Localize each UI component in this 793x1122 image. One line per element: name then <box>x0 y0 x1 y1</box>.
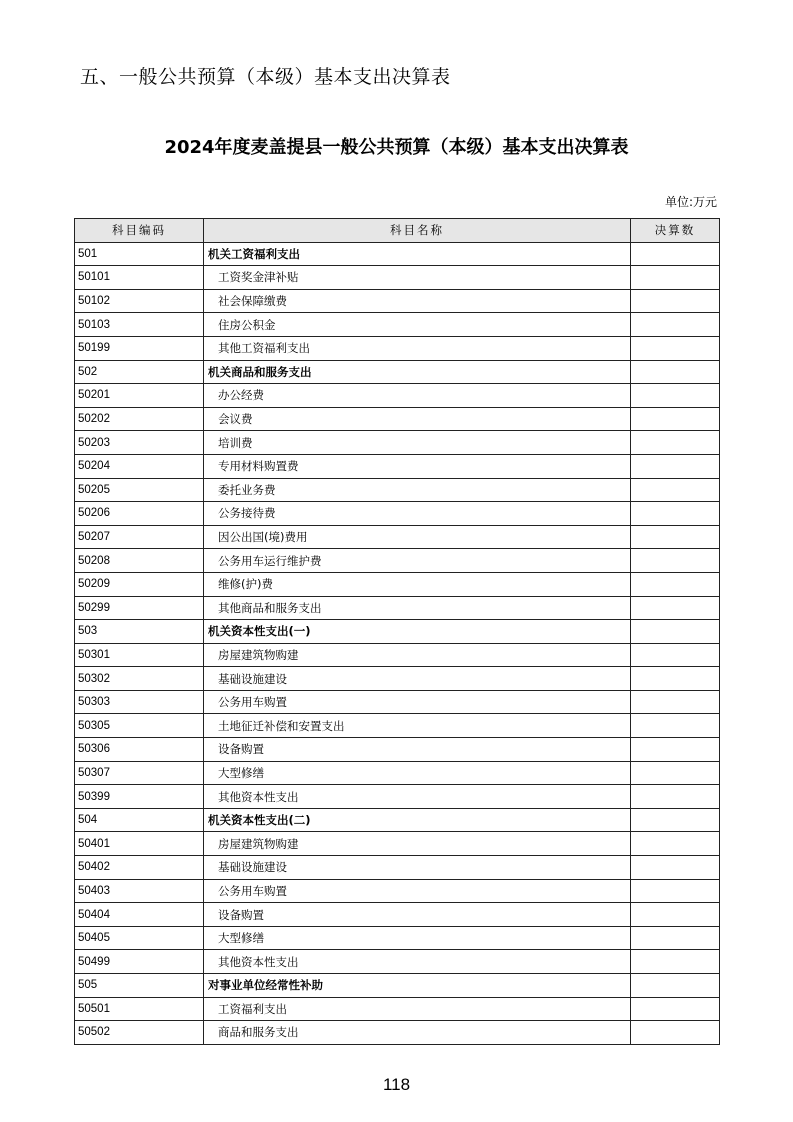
amount-cell <box>631 596 720 620</box>
table-row <box>75 643 720 667</box>
table-body <box>75 242 720 1044</box>
subject-code-cell: 50499 <box>75 950 204 974</box>
section-heading: 五、一般公共预算（本级）基本支出决算表 <box>80 66 451 88</box>
amount-cell <box>631 431 720 455</box>
subject-name-cell: 因公出国(境)费用 <box>204 525 631 549</box>
table-row <box>75 761 720 785</box>
subject-name-cell: 公务用车购置 <box>204 879 631 903</box>
table-row <box>75 525 720 549</box>
table-row <box>75 313 720 337</box>
table-row <box>75 926 720 950</box>
amount-cell <box>631 738 720 762</box>
amount-cell <box>631 242 720 266</box>
amount-cell <box>631 832 720 856</box>
subject-code-cell: 501 <box>75 242 204 266</box>
subject-code-cell: 50303 <box>75 690 204 714</box>
table-row <box>75 950 720 974</box>
subject-name-cell: 住房公积金 <box>204 313 631 337</box>
subject-name-cell: 土地征迁补偿和安置支出 <box>204 714 631 738</box>
amount-cell <box>631 502 720 526</box>
subject-code-cell: 50307 <box>75 761 204 785</box>
table-row <box>75 572 720 596</box>
subject-name-cell: 机关资本性支出(一) <box>204 620 631 644</box>
amount-cell <box>631 478 720 502</box>
table-row <box>75 1021 720 1045</box>
subject-name-cell: 基础设施建设 <box>204 856 631 880</box>
amount-cell <box>631 384 720 408</box>
subject-code-cell: 50402 <box>75 856 204 880</box>
amount-cell <box>631 808 720 832</box>
amount-cell <box>631 549 720 573</box>
subject-name-cell: 其他资本性支出 <box>204 785 631 809</box>
subject-name-cell: 会议费 <box>204 407 631 431</box>
subject-code-cell: 50302 <box>75 667 204 691</box>
subject-code-cell: 50405 <box>75 926 204 950</box>
subject-name-cell: 专用材料购置费 <box>204 454 631 478</box>
amount-cell <box>631 1021 720 1045</box>
table-row <box>75 242 720 266</box>
amount-cell <box>631 997 720 1021</box>
table-row <box>75 832 720 856</box>
subject-code-cell: 50206 <box>75 502 204 526</box>
subject-name-cell: 商品和服务支出 <box>204 1021 631 1045</box>
amount-cell <box>631 903 720 927</box>
subject-name-cell: 机关商品和服务支出 <box>204 360 631 384</box>
table-row <box>75 289 720 313</box>
subject-name-cell: 设备购置 <box>204 738 631 762</box>
table-row <box>75 714 720 738</box>
column-header-amount: 决算数 <box>631 219 720 243</box>
subject-name-cell: 维修(护)费 <box>204 572 631 596</box>
expenditure-table <box>74 218 720 1045</box>
amount-cell <box>631 407 720 431</box>
amount-cell <box>631 266 720 290</box>
subject-code-cell: 503 <box>75 620 204 644</box>
table-row <box>75 431 720 455</box>
subject-code-cell: 50301 <box>75 643 204 667</box>
table-row <box>75 856 720 880</box>
table-row <box>75 879 720 903</box>
subject-name-cell: 大型修缮 <box>204 761 631 785</box>
amount-cell <box>631 667 720 691</box>
table-row <box>75 549 720 573</box>
table-row <box>75 266 720 290</box>
table-row <box>75 690 720 714</box>
subject-code-cell: 50401 <box>75 832 204 856</box>
subject-code-cell: 502 <box>75 360 204 384</box>
amount-cell <box>631 690 720 714</box>
table-row <box>75 502 720 526</box>
table-row <box>75 903 720 927</box>
subject-name-cell: 机关资本性支出(二) <box>204 808 631 832</box>
table-row <box>75 620 720 644</box>
amount-cell <box>631 289 720 313</box>
subject-code-cell: 50403 <box>75 879 204 903</box>
subject-code-cell: 50201 <box>75 384 204 408</box>
page-title: 2024年度麦盖提县一般公共预算（本级）基本支出决算表 <box>164 137 629 158</box>
table-row <box>75 360 720 384</box>
amount-cell <box>631 572 720 596</box>
subject-code-cell: 50103 <box>75 313 204 337</box>
amount-cell <box>631 974 720 998</box>
subject-code-cell: 50305 <box>75 714 204 738</box>
table-row <box>75 785 720 809</box>
amount-cell <box>631 950 720 974</box>
subject-name-cell: 设备购置 <box>204 903 631 927</box>
subject-code-cell: 50205 <box>75 478 204 502</box>
table-row <box>75 454 720 478</box>
subject-name-cell: 机关工资福利支出 <box>204 242 631 266</box>
amount-cell <box>631 525 720 549</box>
subject-code-cell: 50404 <box>75 903 204 927</box>
subject-code-cell: 50204 <box>75 454 204 478</box>
table-header-row <box>75 219 720 243</box>
table-row <box>75 478 720 502</box>
subject-name-cell: 社会保障缴费 <box>204 289 631 313</box>
subject-name-cell: 培训费 <box>204 431 631 455</box>
subject-name-cell: 大型修缮 <box>204 926 631 950</box>
subject-name-cell: 房屋建筑物购建 <box>204 832 631 856</box>
subject-name-cell: 公务用车运行维护费 <box>204 549 631 573</box>
amount-cell <box>631 620 720 644</box>
subject-name-cell: 公务接待费 <box>204 502 631 526</box>
subject-code-cell: 50207 <box>75 525 204 549</box>
subject-name-cell: 其他工资福利支出 <box>204 336 631 360</box>
page-number: 118 <box>382 1075 411 1094</box>
subject-code-cell: 50299 <box>75 596 204 620</box>
subject-name-cell: 办公经费 <box>204 384 631 408</box>
subject-code-cell: 50101 <box>75 266 204 290</box>
table-row <box>75 407 720 431</box>
amount-cell <box>631 360 720 384</box>
table-row <box>75 336 720 360</box>
amount-cell <box>631 454 720 478</box>
subject-code-cell: 50199 <box>75 336 204 360</box>
subject-code-cell: 50306 <box>75 738 204 762</box>
subject-name-cell: 委托业务费 <box>204 478 631 502</box>
subject-code-cell: 50102 <box>75 289 204 313</box>
subject-name-cell: 房屋建筑物购建 <box>204 643 631 667</box>
subject-code-cell: 50202 <box>75 407 204 431</box>
table-row <box>75 808 720 832</box>
subject-code-cell: 50399 <box>75 785 204 809</box>
table-row <box>75 997 720 1021</box>
amount-cell <box>631 714 720 738</box>
table-row <box>75 384 720 408</box>
subject-name-cell: 工资福利支出 <box>204 997 631 1021</box>
table-row <box>75 596 720 620</box>
column-header-code: 科目编码 <box>75 219 204 243</box>
amount-cell <box>631 926 720 950</box>
subject-code-cell: 50501 <box>75 997 204 1021</box>
subject-code-cell: 50203 <box>75 431 204 455</box>
table-row <box>75 738 720 762</box>
subject-code-cell: 50502 <box>75 1021 204 1045</box>
amount-cell <box>631 336 720 360</box>
subject-name-cell: 其他资本性支出 <box>204 950 631 974</box>
subject-name-cell: 其他商品和服务支出 <box>204 596 631 620</box>
amount-cell <box>631 856 720 880</box>
amount-cell <box>631 643 720 667</box>
subject-code-cell: 504 <box>75 808 204 832</box>
amount-cell <box>631 785 720 809</box>
unit-label: 单位:万元 <box>664 195 717 209</box>
subject-name-cell: 工资奖金津补贴 <box>204 266 631 290</box>
subject-code-cell: 50208 <box>75 549 204 573</box>
amount-cell <box>631 313 720 337</box>
subject-code-cell: 50209 <box>75 572 204 596</box>
table-row <box>75 667 720 691</box>
table-row <box>75 974 720 998</box>
amount-cell <box>631 879 720 903</box>
subject-name-cell: 对事业单位经常性补助 <box>204 974 631 998</box>
subject-name-cell: 基础设施建设 <box>204 667 631 691</box>
subject-name-cell: 公务用车购置 <box>204 690 631 714</box>
amount-cell <box>631 761 720 785</box>
column-header-name: 科目名称 <box>204 219 631 243</box>
subject-code-cell: 505 <box>75 974 204 998</box>
